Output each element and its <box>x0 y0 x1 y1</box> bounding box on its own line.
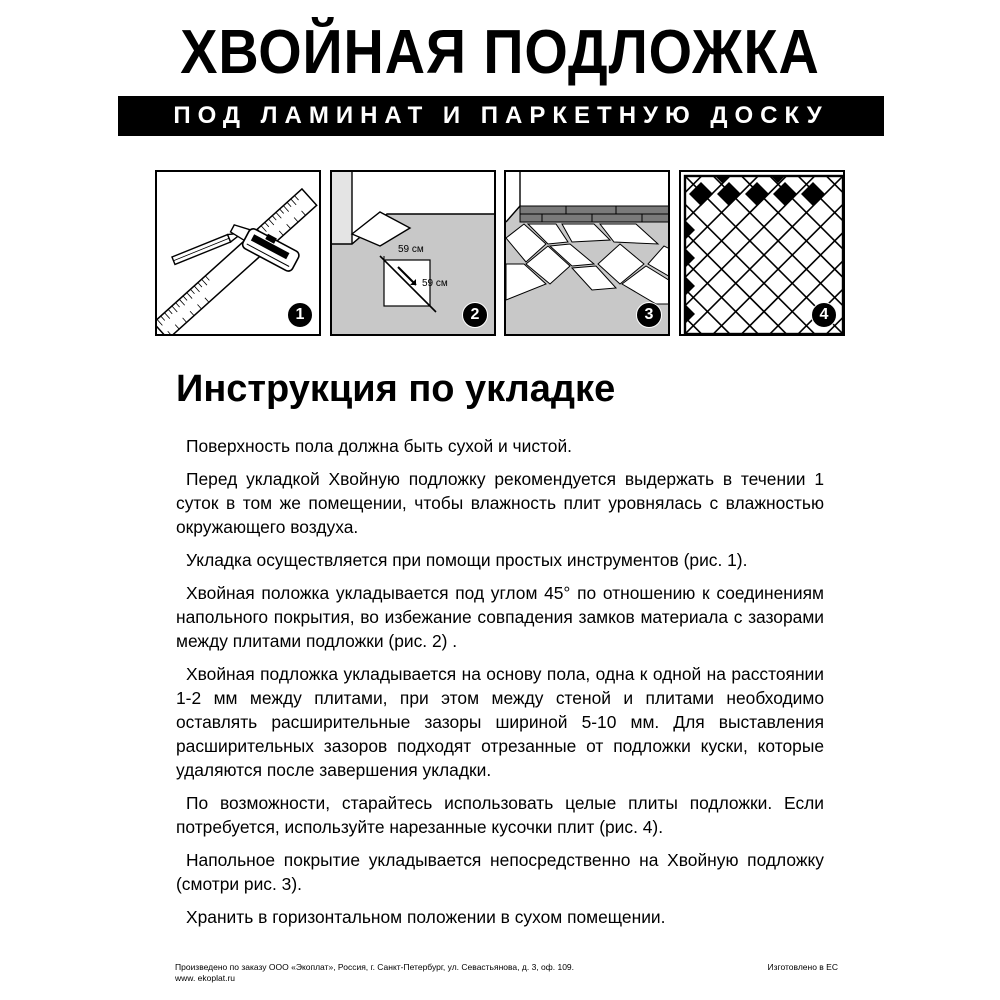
figure-number: 4 <box>811 302 837 328</box>
figure-4 <box>679 170 845 336</box>
instructions-body <box>176 434 824 938</box>
instruction-paragraph: Хранить в горизонтальном положении в сухом помещении. <box>186 907 666 927</box>
subtitle-banner <box>118 96 884 136</box>
figure-2 <box>330 170 496 336</box>
figure-1 <box>155 170 321 336</box>
footer-producer-block <box>175 962 574 984</box>
figure-number: 3 <box>636 302 662 328</box>
instruction-paragraph: Перед укладкой Хвойную подложку рекомендуется выдержать в течении 1 суток в том же помещении, чтобы влажность плит уровнялась с влажностью окружающего воздуха. <box>176 469 824 537</box>
dimension-horizontal: 59 см <box>398 244 424 255</box>
figure-number: 2 <box>462 302 488 328</box>
instructions-heading: Инструкция по укладке <box>176 368 616 410</box>
instruction-paragraph: Поверхность пола должна быть сухой и чистой. <box>186 436 572 456</box>
figure-3 <box>504 170 670 336</box>
instruction-paragraph: Укладка осуществляется при помощи простых инструментов (рис. 1). <box>186 550 748 570</box>
instruction-paragraph: Напольное покрытие укладывается непосредственно на Хвойную подложку (смотри рис. 3). <box>176 850 824 894</box>
footer-website: www. ekoplat.ru <box>175 973 235 983</box>
footer-producer: Произведено по заказу ООО «Экоплат», Россия, г. Санкт-Петербург, ул. Севастьянова, д. 3, оф. 109. <box>175 962 575 972</box>
subtitle-text: ПОД ЛАМИНАТ И ПАРКЕТНУЮ ДОСКУ <box>173 102 829 129</box>
page-title: ХВОЙНАЯ ПОДЛОЖКА <box>180 18 820 87</box>
instruction-paragraph: Хвойная положка укладывается под углом 45° по отношению к соединениям напольного покрытия, во избежание совпадения замков материала с зазорами между плитами подложки (рис. 2) . <box>176 583 824 651</box>
figure-number: 1 <box>287 302 313 328</box>
instruction-paragraph: Хвойная подложка укладывается на основу пола, одна к одной на расстоянии 1-2 мм между плитами, при этом между стеной и плитами необходимо оставлять расширительные зазоры шириной 5-10 мм. Для выставления расширительных зазоров подходят отрезанные от подложки куски, которые удаляются после завершения укладки. <box>176 664 824 780</box>
instruction-paragraph: По возможности, старайтесь использовать целые плиты подложки. Если потребуется, используйте нарезанные кусочки плит (рис. 4). <box>176 793 824 837</box>
footer-made-in: Изготовлено в ЕС <box>767 962 838 972</box>
figures-row <box>155 170 847 338</box>
dimension-vertical: 59 см <box>422 278 448 289</box>
